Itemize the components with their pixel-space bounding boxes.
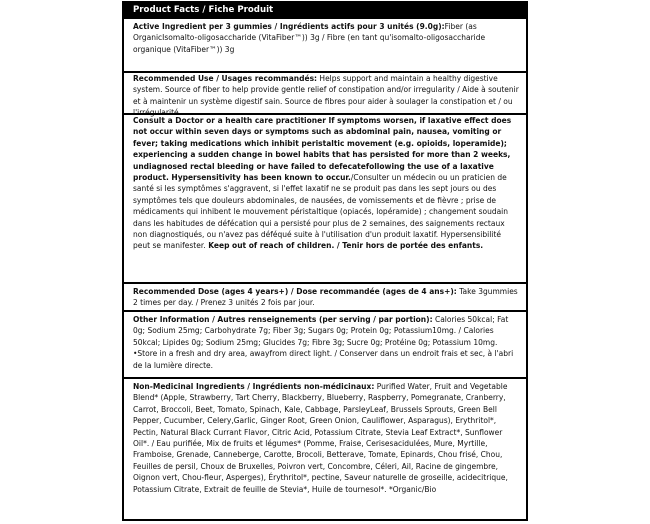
warning-section [124,113,526,282]
recommended-use-text [133,73,520,119]
panel-header: Product Facts / Fiche Produit [124,3,526,17]
other-information-value: Calories 50kcal; Fat 0g; Sodium 25mg; Carbohydrate 7g; Fiber 3g; Sugars 0g; Protein 0g; Potassium10mg. / Calories 50kcal; Lipides 0g; Sodium 25mg; Glucides 7g; Fibre 3g; Sucre 0g; Protéine 0g; Potassium 10mg. •Store in a fresh and dry area, awayfrom direct light. / Conserver dans un endroit frais et sec, à l'abri de la lumière directe. [133,315,514,370]
recommended-dose-label: Recommended Dose (ages 4 years+) / Dose recommandée (ages de 4 ans+): [133,287,457,296]
non-medicinal-section [124,377,526,519]
recommended-use-label: Recommended Use / Usages recommandés: [133,74,318,83]
active-ingredient-section [124,17,526,71]
warning-french-text: /Consulter un médecin ou un praticien de santé si les symptômes s'aggravent, si l'effet laxatif ne se produit pas dans les sept jours ou des symptômes tels que douleurs abdominales, de nausées, de vomissements et de fièvre ; prise de médicaments qui inhibent le mouvement péristaltique (opiacés, lopéramide) ; changement soudain dans les habitudes de défécation qui a persisté pour plus de 2 semaines, des saignements rectaux non diagnostiqués, ou n'avez pas déféqué suite à l'utilisation d'un produit laxatif. Hypersensibilité peut se manifester. [133,173,509,251]
non-medicinal-label: Non-Medicinal Ingredients / Ingrédients non-médicinaux: [133,382,375,391]
recommended-dose-text [133,286,520,309]
active-ingredient-label: Active Ingredient per 3 gummies / Ingrédients actifs pour 3 unités (9.0g): [133,22,445,31]
active-ingredient-value: Fiber (as OrganicIsomalto-oligosaccharide (VitaFiber™)) 3g / Fibre (en tant qu'isomalto-oligosaccharide organique (VitaFiber™)) 3g [133,22,486,54]
other-information-label: Other Information / Autres renseignements (per serving / par portion): [133,315,433,324]
active-ingredient-text [133,21,520,55]
other-information-section [124,310,526,377]
recommended-use-value: Helps support and maintain a healthy digestive system. Source of fiber to help provide gentle relief of constipation and/or irregularity / Aide à soutenir et à maintenir un système digestif sain. Source de fibres pour aider à soulager la constipation et / ou l'irrégularité. [133,74,519,118]
product-facts-panel [122,1,528,521]
non-medicinal-value: Purified Water, Fruit and Vegetable Blend* (Apple, Strawberry, Tart Cherry, Blackberry, Blueberry, Raspberry, Pomegranate, Cranberry, Carrot, Broccoli, Beet, Tomato, Spinach, Kale, Cabbage, ParsleyLeaf, Brussels Sprouts, Green Bell Pepper, Cucumber, Celery,Garlic, Ginger Root, Green Onion, Cauliflower, Asparagus), Erythritol*, Pectin, Natural Black Currant Flavor, Citric Acid, Potassium Citrate, Stevia Leaf Extract*, Sunflower Oil*. / Eau purifiée, Mix de fruits et légumes* (Pomme, Fraise, Cerisesacidulées, Mure, Myrtille, Framboise, Grenade, Canneberge, Carotte, Brocoli, Betterave, Tomate, Epinards, Chou frisé, Chou, Feuilles de persil, Choux de Bruxelles, Poivron vert, Concombre, Céleri, Ail, Racine de gingembre, Oignon vert, Chou-fleur, Asperges), Érythritol*, pectine, Saveur naturelle de groseille, acidecitrique, Potassium Citrate, Extrait de feuille de Stevia*, Huile de tournesol*. *Organic/Bio [133,382,508,494]
warning-text [133,115,520,252]
warning-bold-text: Consult a Doctor or a health care practitioner If symptoms worsen, if laxative effect does not occur within seven days or symptoms such as abdominal pain, nausea, vomiting or fever; taking medications which inhibit peristaltic movement (e.g. opioids, loperamide); experiencing a sudden change in bowel habits that has persisted for more than 2 weeks, undiagnosed rectal bleeding or have failed to defecatefollowing the use of a laxative product. Hypersensitivity has been known to occur. [133,116,512,183]
recommended-dose-value: Take 3gummies 2 times per day. / Prenez 3 unités 2 fois par jour. [133,287,518,308]
recommended-dose-section [124,282,526,310]
other-information-text [133,314,520,371]
recommended-use-section [124,71,526,118]
keep-out-of-reach-text: Keep out of reach of children. / Tenir hors de portée des enfants. [205,241,484,251]
non-medicinal-text [133,381,520,495]
